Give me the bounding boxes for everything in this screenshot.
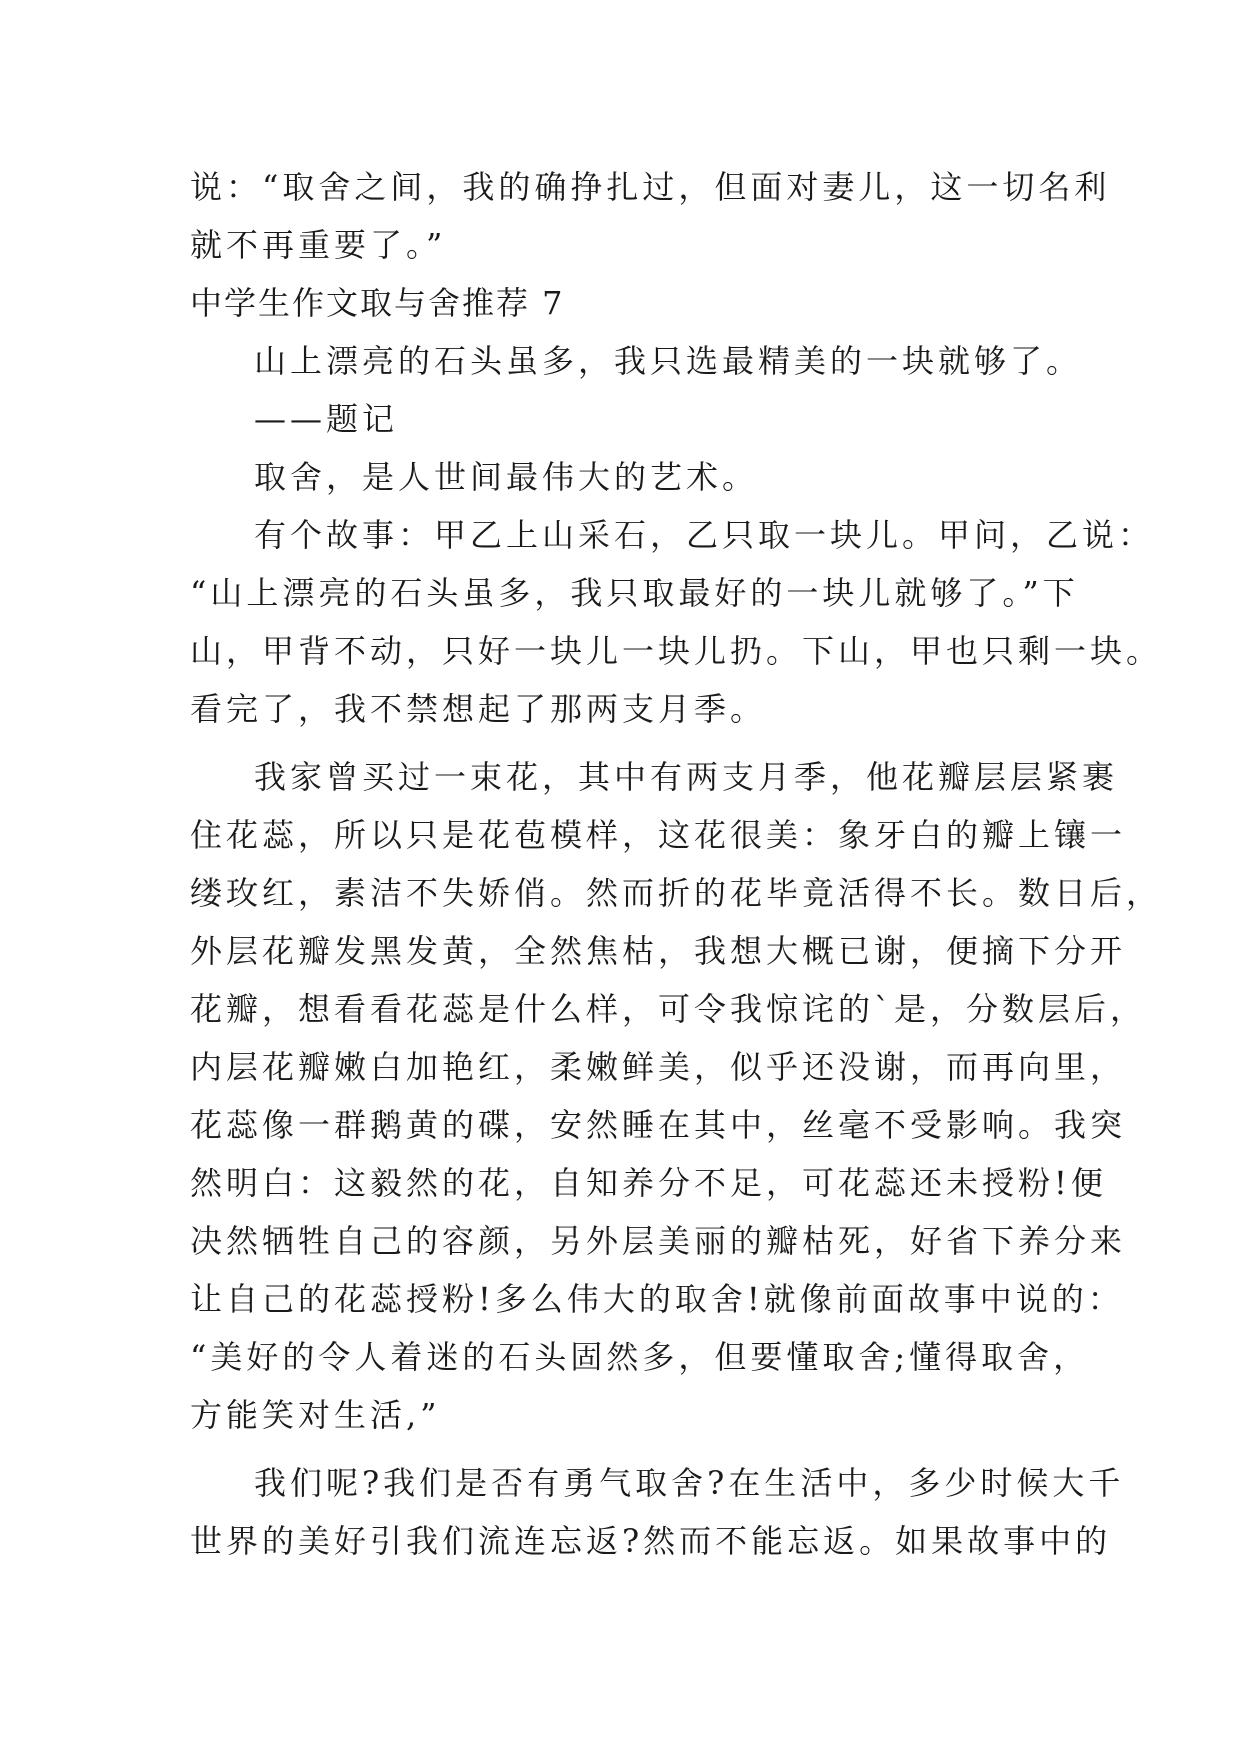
text-line: 决然牺牲自己的容颜，另外层美丽的瓣枯死，好省下养分来	[190, 1222, 1127, 1260]
paragraph-line: 我家曾买过一束花，其中有两支月季，他花瓣层层紧裹	[254, 758, 1119, 796]
paragraph-gap	[190, 738, 1070, 748]
section-heading: 中学生作文取与舍推荐 7	[190, 284, 565, 322]
text-line: 说：“取舍之间，我的确挣扎过，但面对妻儿，这一切名利	[190, 168, 1111, 206]
text-line: 住花蕊，所以只是花苞模样，这花很美：象牙白的瓣上镶一	[190, 816, 1127, 854]
paragraph-line: 我们呢?我们是否有勇气取舍?在生活中，多少时候大千	[254, 1464, 1125, 1502]
paragraph-gap	[190, 1444, 1070, 1454]
text-line: “美好的令人着迷的石头固然多，但要懂取舍;懂得取舍，	[190, 1338, 1090, 1376]
text-line: 世界的美好引我们流连忘返?然而不能忘返。如果故事中的	[190, 1522, 1112, 1560]
paragraph-line: 取舍，是人世间最伟大的艺术。	[254, 458, 759, 496]
text-line: 花瓣，想看看花蕊是什么样，可令我惊诧的`是，分数层后，	[190, 990, 1147, 1028]
text-line: “山上漂亮的石头虽多，我只取最好的一块儿就够了。”下	[190, 574, 1079, 612]
text-line: 缕玫红，素洁不失娇俏。然而折的花毕竟活得不长。数日后，	[190, 874, 1163, 912]
text-line: 让自己的花蕊授粉!多么伟大的取舍!就像前面故事中说的：	[190, 1280, 1124, 1318]
text-line: 就不再重要了。”	[190, 226, 447, 264]
text-line: 看完了，我不禁想起了那两支月季。	[190, 690, 767, 728]
text-line: 外层花瓣发黑发黄，全然焦枯，我想大概已谢，便摘下分开	[190, 932, 1127, 970]
document-page	[190, 158, 1163, 1570]
epigraph-attribution: ——题记	[254, 400, 399, 438]
text-line: 内层花瓣嫩白加艳红，柔嫩鲜美，似乎还没谢，而再向里，	[190, 1048, 1127, 1086]
paragraph-line: 有个故事：甲乙上山采石，乙只取一块儿。甲问，乙说：	[254, 516, 1155, 554]
epigraph-line: 山上漂亮的石头虽多，我只选最精美的一块就够了。	[254, 342, 1083, 380]
text-line: 山，甲背不动，只好一块儿一块儿扔。下山，甲也只剩一块。	[190, 632, 1163, 670]
text-line: 方能笑对生活,”	[190, 1396, 441, 1434]
text-line: 然明白：这毅然的花，自知养分不足，可花蕊还未授粉!便	[190, 1164, 1107, 1202]
text-line: 花蕊像一群鹅黄的碟，安然睡在其中，丝毫不受影响。我突	[190, 1106, 1127, 1144]
